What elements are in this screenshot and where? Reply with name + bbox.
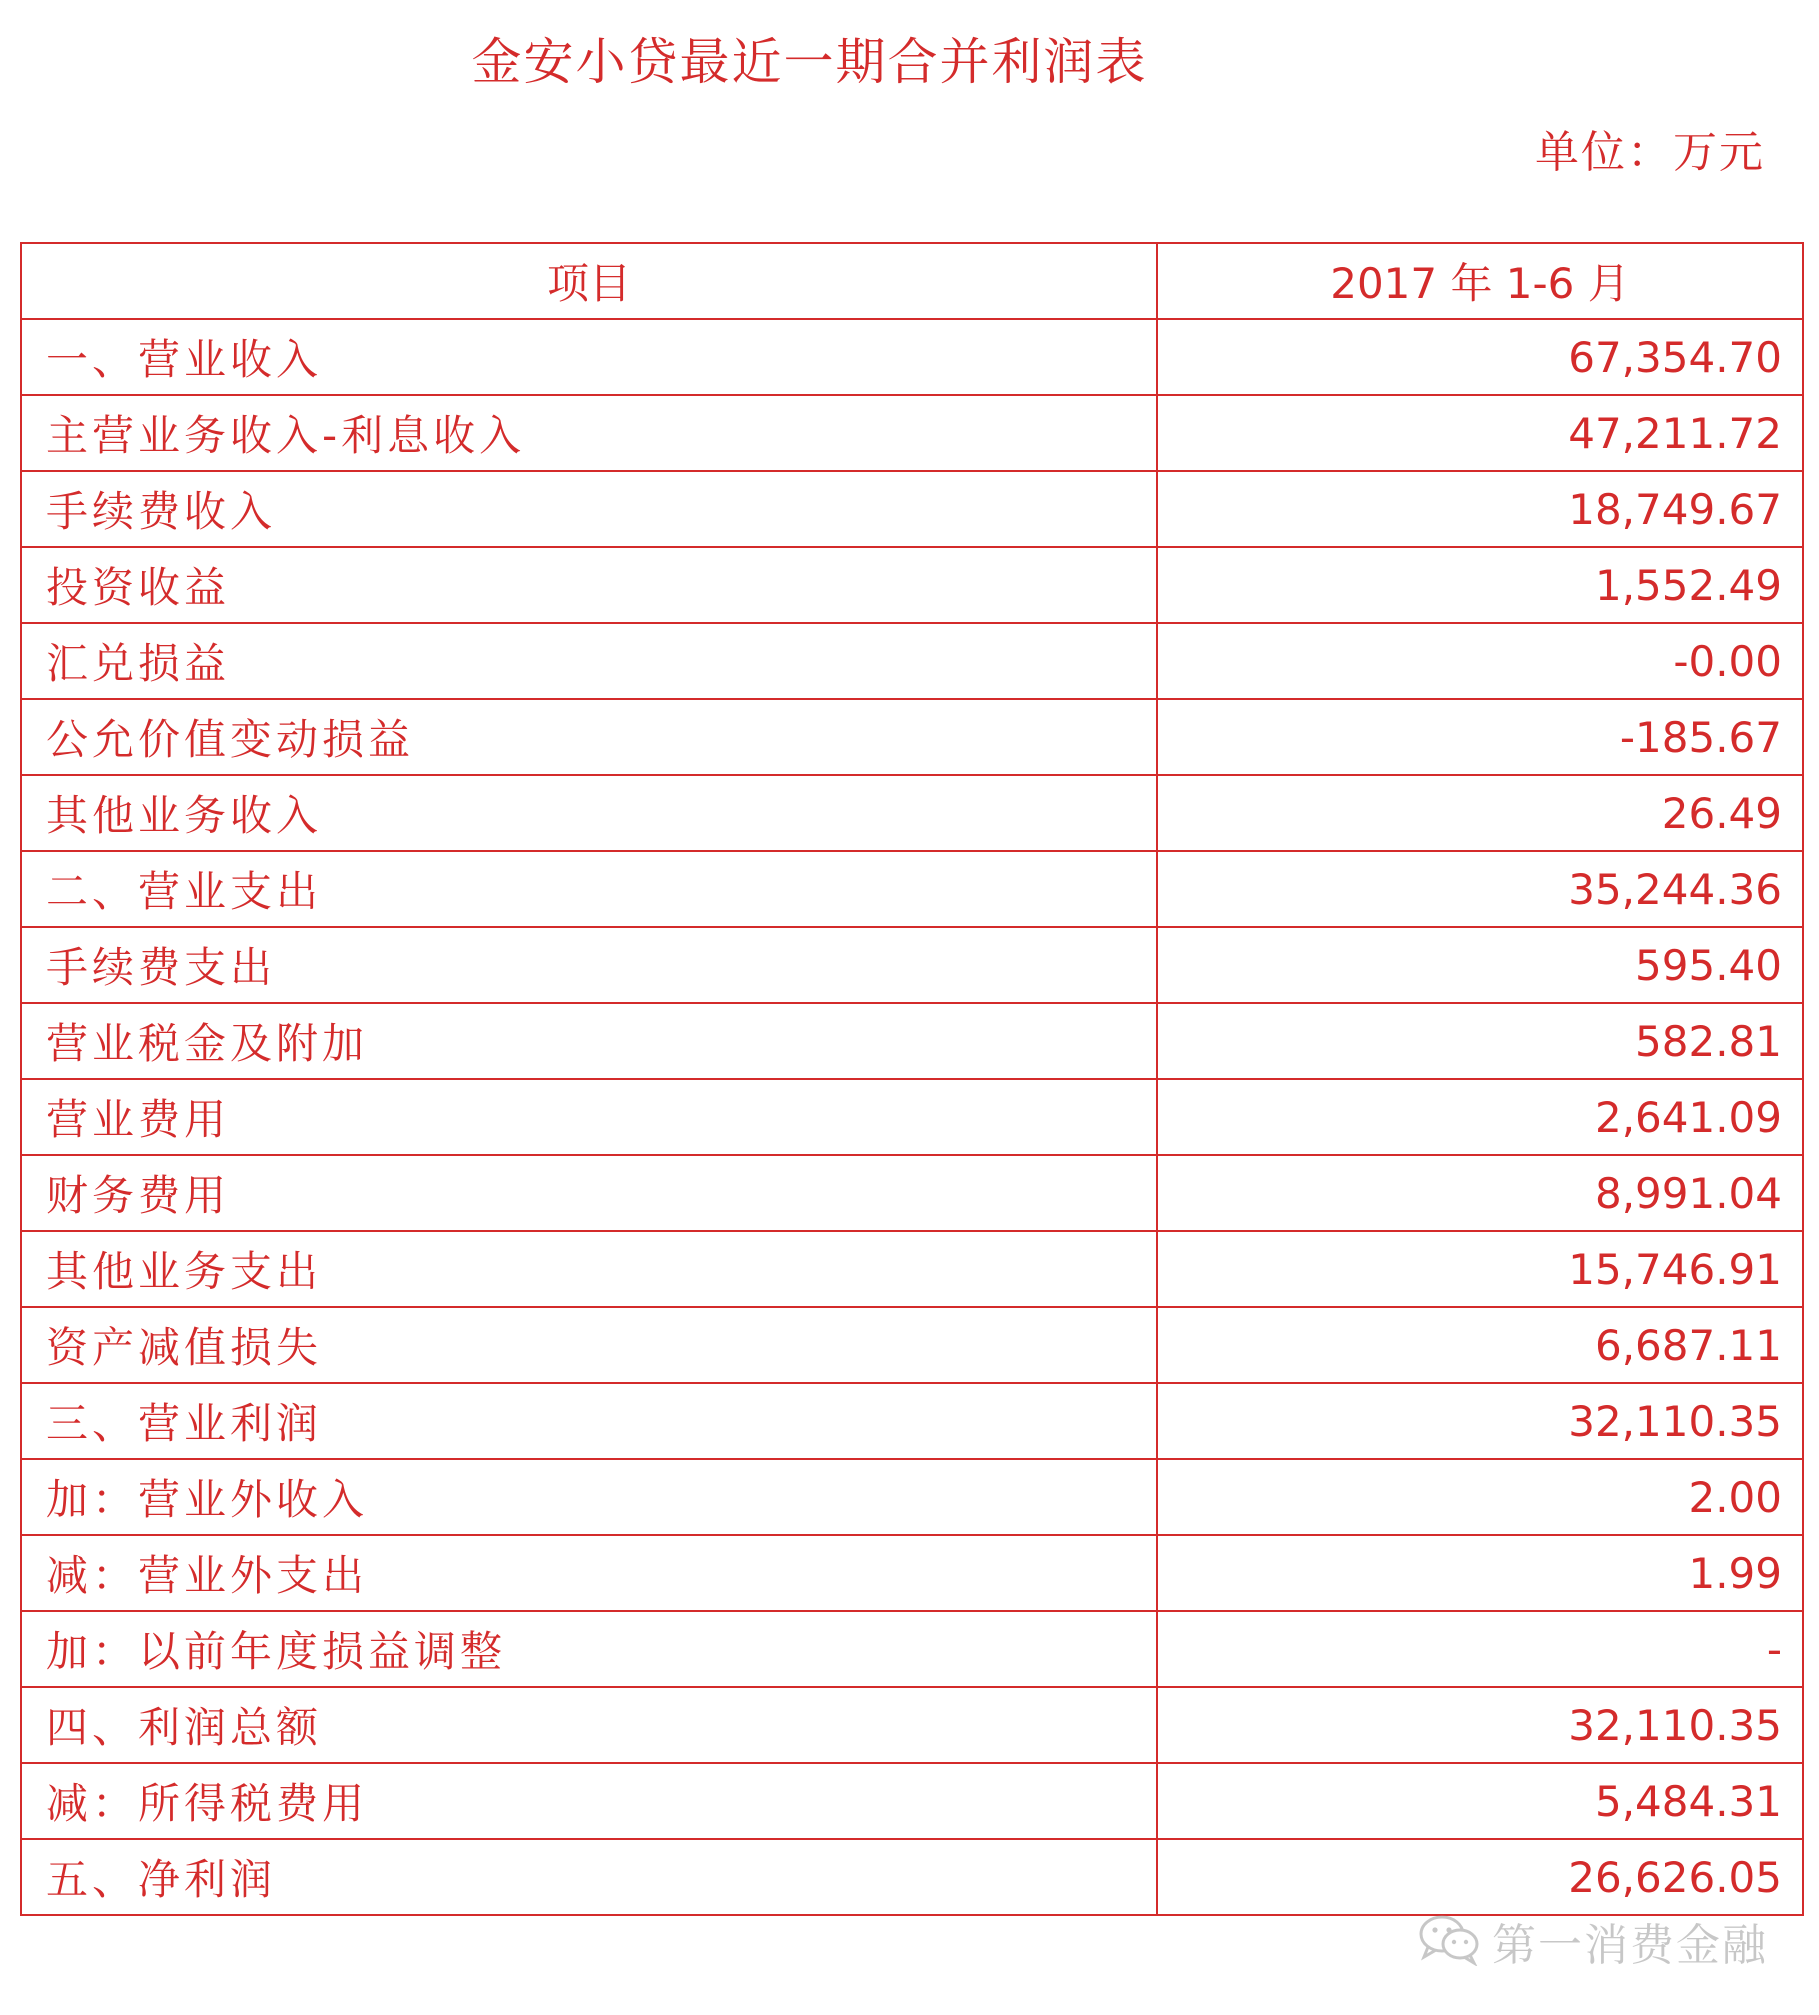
table-row: [21, 1003, 1803, 1079]
table-row: [21, 1763, 1803, 1839]
table-row: [21, 1383, 1803, 1459]
row-item-label: 汇兑损益: [21, 623, 1157, 699]
row-value: 5,484.31: [1157, 1763, 1803, 1839]
unit-label: 单位：万元: [1535, 127, 1765, 178]
row-value: -185.67: [1157, 699, 1803, 775]
row-value: 32,110.35: [1157, 1687, 1803, 1763]
row-item-label: 资产减值损失: [21, 1307, 1157, 1383]
row-value: 15,746.91: [1157, 1231, 1803, 1307]
row-value: 47,211.72: [1157, 395, 1803, 471]
row-value: 2.00: [1157, 1459, 1803, 1535]
row-value: 32,110.35: [1157, 1383, 1803, 1459]
row-value: 26.49: [1157, 775, 1803, 851]
header-period: 2017 年 1-6 月: [1157, 243, 1803, 319]
row-item-label: 投资收益: [21, 547, 1157, 623]
row-value: 582.81: [1157, 1003, 1803, 1079]
table-row: [21, 547, 1803, 623]
row-value: 8,991.04: [1157, 1155, 1803, 1231]
row-value: -: [1157, 1611, 1803, 1687]
row-item-label: 手续费收入: [21, 471, 1157, 547]
row-item-label: 减：营业外支出: [21, 1535, 1157, 1611]
table-row: [21, 1459, 1803, 1535]
table-row: [21, 927, 1803, 1003]
row-value: 1,552.49: [1157, 547, 1803, 623]
table-row: [21, 1687, 1803, 1763]
row-item-label: 营业费用: [21, 1079, 1157, 1155]
table-header-row: [21, 243, 1803, 319]
table-row: [21, 1535, 1803, 1611]
header-item: 项目: [21, 243, 1157, 319]
table-row: [21, 1079, 1803, 1155]
row-value: 595.40: [1157, 927, 1803, 1003]
row-item-label: 减：所得税费用: [21, 1763, 1157, 1839]
row-value: 1.99: [1157, 1535, 1803, 1611]
row-value: 2,641.09: [1157, 1079, 1803, 1155]
watermark-text: 第一消费金融: [1492, 1920, 1768, 1971]
row-value: 6,687.11: [1157, 1307, 1803, 1383]
row-value: 26,626.05: [1157, 1839, 1803, 1915]
table-row: [21, 319, 1803, 395]
row-item-label: 主营业务收入-利息收入: [21, 395, 1157, 471]
row-item-label: 手续费支出: [21, 927, 1157, 1003]
row-item-label: 营业税金及附加: [21, 1003, 1157, 1079]
table-row: [21, 1155, 1803, 1231]
table-row: [21, 775, 1803, 851]
row-item-label: 财务费用: [21, 1155, 1157, 1231]
table-row: [21, 1839, 1803, 1915]
row-item-label: 加：以前年度损益调整: [21, 1611, 1157, 1687]
table-row: [21, 699, 1803, 775]
row-item-label: 加：营业外收入: [21, 1459, 1157, 1535]
table-row: [21, 471, 1803, 547]
row-item-label: 二、营业支出: [21, 851, 1157, 927]
row-value: 35,244.36: [1157, 851, 1803, 927]
row-value: 67,354.70: [1157, 319, 1803, 395]
income-statement-table: [20, 242, 1804, 1916]
table-row: [21, 1611, 1803, 1687]
row-item-label: 四、利润总额: [21, 1687, 1157, 1763]
table-row: [21, 395, 1803, 471]
row-item-label: 其他业务收入: [21, 775, 1157, 851]
row-item-label: 一、营业收入: [21, 319, 1157, 395]
watermark: [1418, 1906, 1788, 1976]
table-row: [21, 851, 1803, 927]
row-item-label: 其他业务支出: [21, 1231, 1157, 1307]
row-item-label: 公允价值变动损益: [21, 699, 1157, 775]
table-row: [21, 1231, 1803, 1307]
row-item-label: 三、营业利润: [21, 1383, 1157, 1459]
row-value: -0.00: [1157, 623, 1803, 699]
row-value: 18,749.67: [1157, 471, 1803, 547]
table-row: [21, 623, 1803, 699]
table-row: [21, 1307, 1803, 1383]
page-title: 金安小贷最近一期合并利润表: [471, 33, 1148, 91]
row-item-label: 五、净利润: [21, 1839, 1157, 1915]
wechat-icon: [1418, 1912, 1482, 1970]
